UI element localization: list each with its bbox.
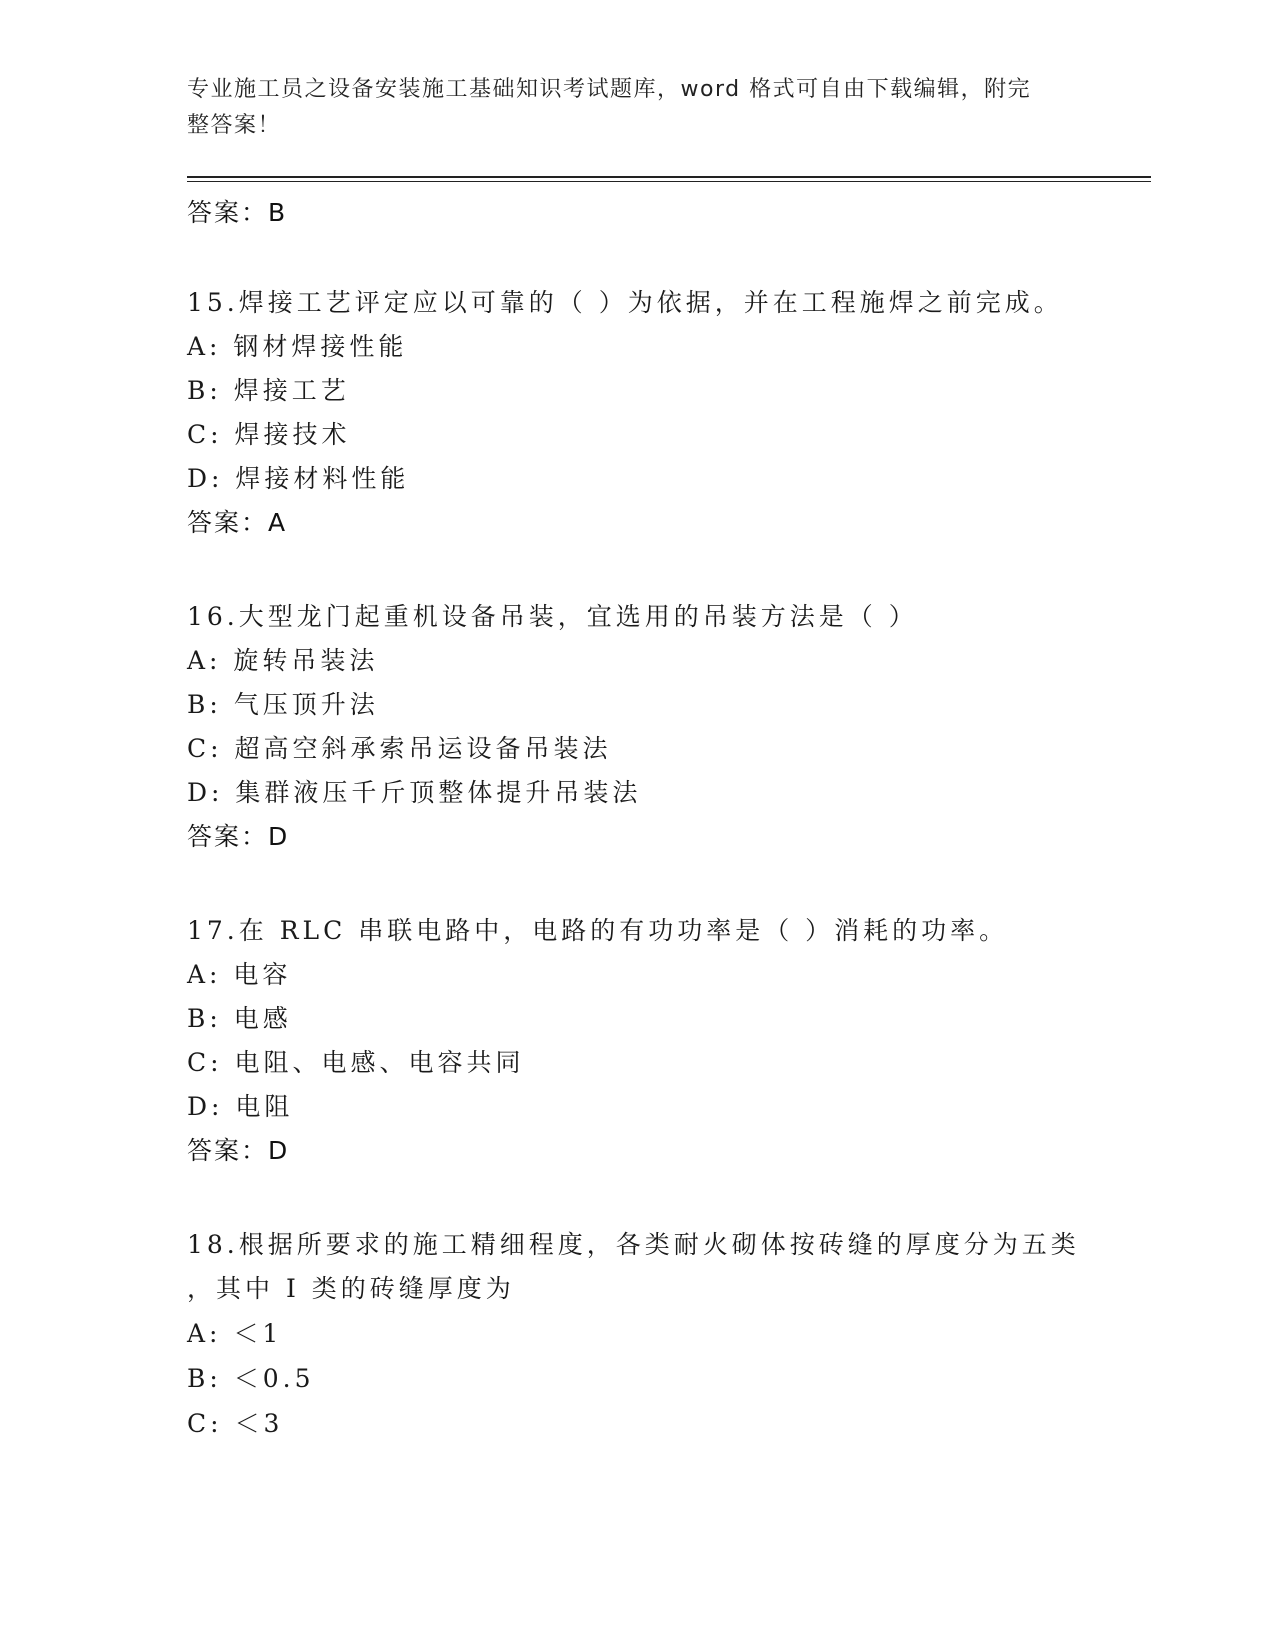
question-17-option-d: D: 电阻 [187, 1092, 294, 1121]
question-16-option-d: D: 集群液压千斤顶整体提升吊装法 [187, 778, 642, 807]
question-16-option-b: B: 气压顶升法 [187, 690, 379, 719]
question-16-stem: 16.大型龙门起重机设备吊装，宜选用的吊装方法是（ ） [187, 602, 918, 631]
question-17-option-c: C: 电阻、电感、电容共同 [187, 1048, 525, 1077]
question-18-option-b: B: ＜0.5 [187, 1364, 315, 1393]
question-15-stem: 15.焊接工艺评定应以可靠的（ ）为依据，并在工程施焊之前完成。 [187, 288, 1063, 317]
question-17-stem: 17.在 RLC 串联电路中，电路的有功功率是（ ）消耗的功率。 [187, 916, 1009, 945]
question-15-option-b: B: 焊接工艺 [187, 376, 350, 405]
question-18-stem-line-1: 18.根据所要求的施工精细程度，各类耐火砌体按砖缝的厚度分为五类 [187, 1230, 1080, 1259]
question-18-stem-line-2: ，其中 I 类的砖缝厚度为 [187, 1274, 515, 1303]
question-15-option-c: C: 焊接技术 [187, 420, 351, 449]
header-rule-thick [187, 176, 1151, 178]
header-line-2: 整答案！ [187, 113, 282, 138]
question-16-option-a: A: 旋转吊装法 [187, 646, 379, 675]
question-15-option-a: A: 钢材焊接性能 [187, 332, 408, 361]
question-15-option-d: D: 焊接材料性能 [187, 464, 410, 493]
question-17-option-a: A: 电容 [187, 960, 292, 989]
header-rule-thin [187, 181, 1151, 182]
question-16-option-c: C: 超高空斜承索吊运设备吊装法 [187, 734, 612, 763]
question-18-option-a: A: ＜1 [187, 1319, 283, 1348]
answer-previous: 答案：B [187, 198, 288, 227]
header-line-1: 专业施工员之设备安装施工基础知识考试题库，word 格式可自由下载编辑，附完 [187, 77, 1032, 102]
document-header [187, 72, 1067, 144]
question-16-answer: 答案：D [187, 822, 290, 851]
question-17-answer: 答案：D [187, 1136, 290, 1165]
question-18-option-c: C: ＜3 [187, 1409, 284, 1438]
question-17-option-b: B: 电感 [187, 1004, 292, 1033]
question-15-answer: 答案：A [187, 508, 288, 537]
